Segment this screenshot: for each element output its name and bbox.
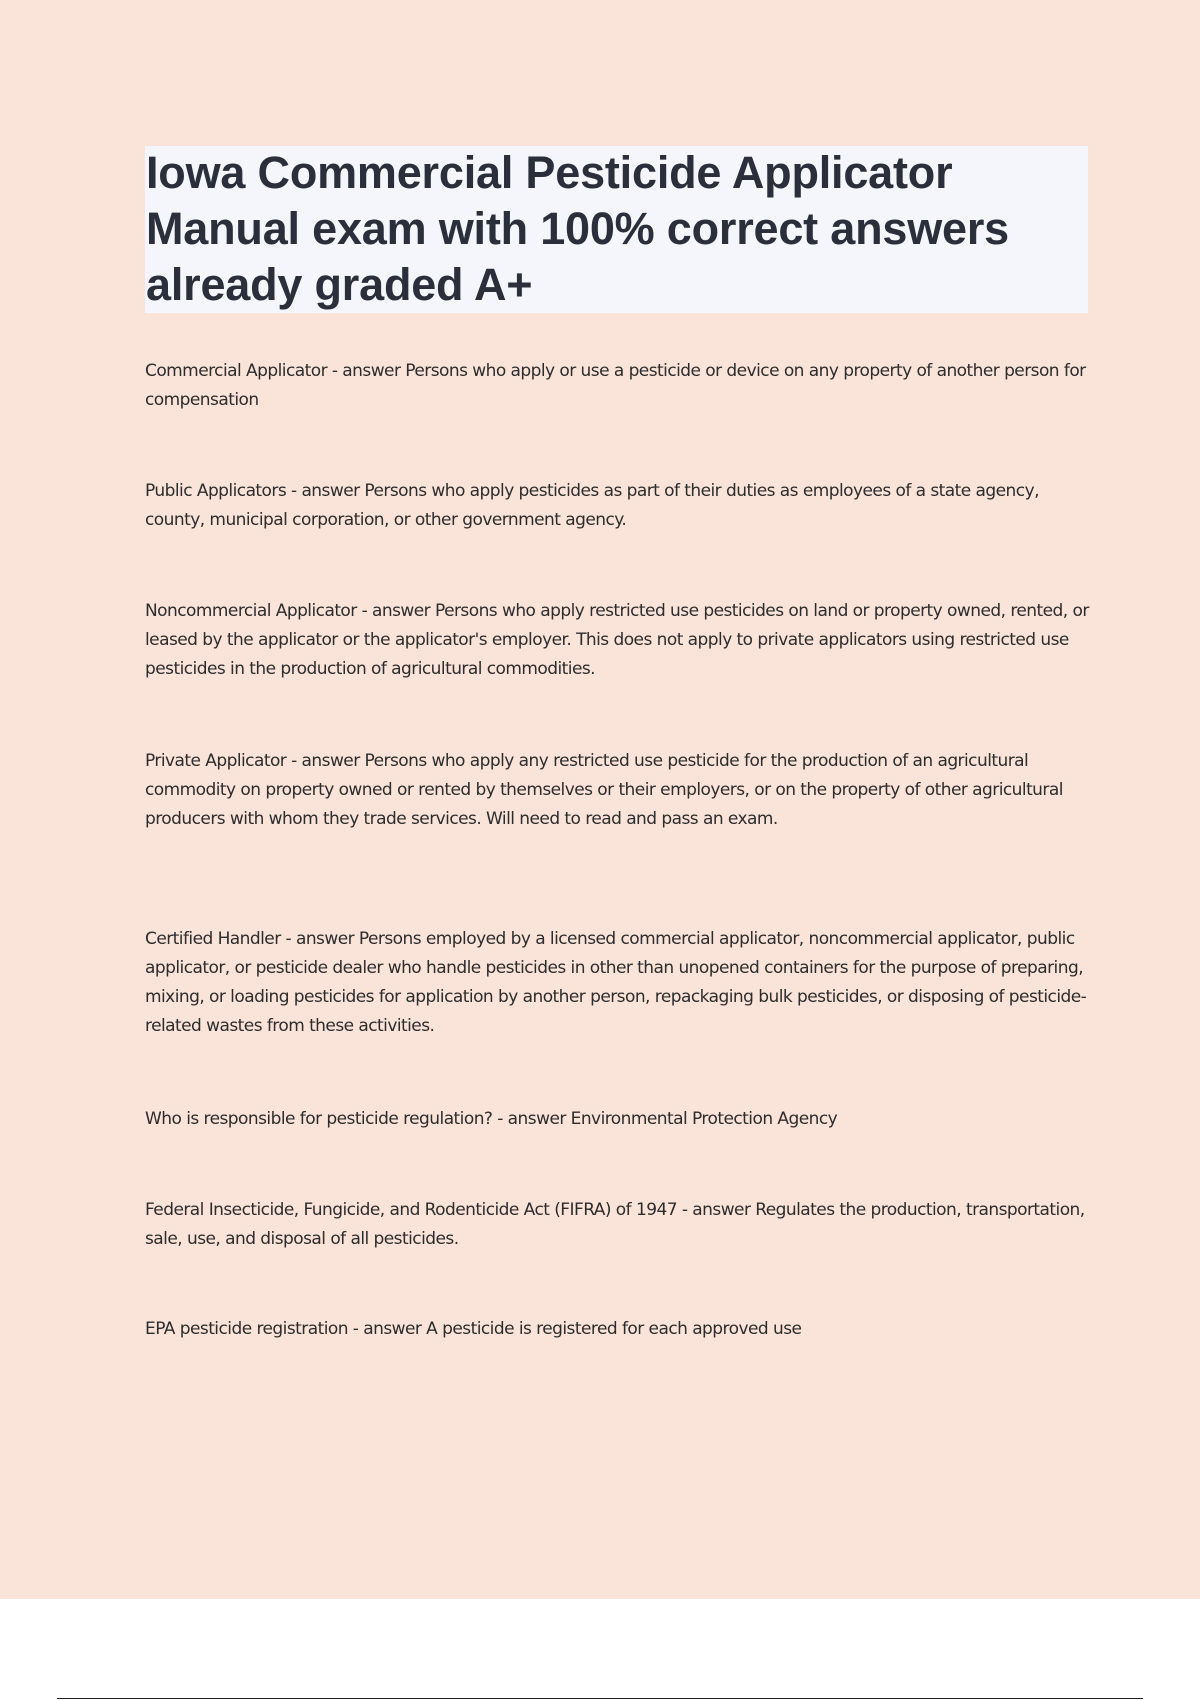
qa-entry-private-applicator: Private Applicator - answer Persons who apply any restricted use pesticide for the production of an agricultural commodity on property owned or rented by themselves or their employers, or on the property of other agricultural producers with whom they trade services. Will need to read and pass an exam.: [145, 751, 1063, 829]
qa-entry-epa-registration: EPA pesticide registration - answer A pesticide is registered for each approved use: [145, 1319, 802, 1339]
qa-entry-public-applicators: Public Applicators - answer Persons who apply pesticides as part of their duties as employees of a state agency, county, municipal corporation, or other government agency.: [145, 481, 1039, 530]
document-title: Iowa Commercial Pesticide Applicator Manual exam with 100% correct answers already graded A+: [146, 147, 1009, 310]
qa-entry-commercial-applicator: Commercial Applicator - answer Persons who apply or use a pesticide or device on any property of another person for compensation: [145, 361, 1086, 410]
qa-entry-noncommercial-applicator: Noncommercial Applicator - answer Persons who apply restricted use pesticides on land or property owned, rented, or leased by the applicator or the applicator's employer. This does not apply to private applicators using restricted use pesticides in the production of agricultural commodities.: [145, 601, 1089, 679]
qa-entry-fifra: Federal Insecticide, Fungicide, and Rodenticide Act (FIFRA) of 1947 - answer Regulates the production, transportation, sale, use, and disposal of all pesticides.: [145, 1200, 1085, 1249]
qa-entry-pesticide-regulation: Who is responsible for pesticide regulation? - answer Environmental Protection Agency: [145, 1109, 838, 1129]
footer-rule: [57, 1698, 1143, 1699]
qa-entry-certified-handler: Certified Handler - answer Persons employed by a licensed commercial applicator, noncommercial applicator, public applicator, or pesticide dealer who handle pesticides in other than unopened containers for the purpose of preparing, mixing, or loading pesticides for application by another person, repackaging bulk pesticides, or disposing of pesticide-related wastes from these activities.: [145, 929, 1087, 1036]
